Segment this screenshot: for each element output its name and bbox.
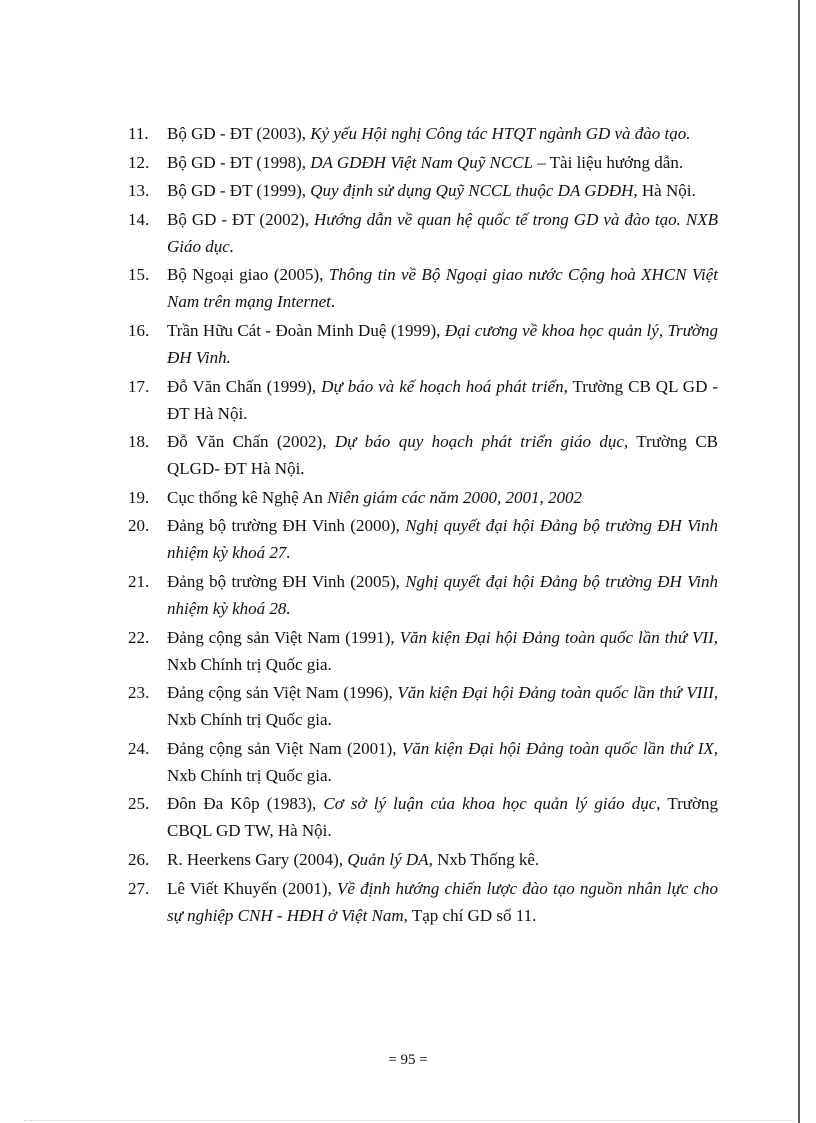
reference-item: [128, 120, 718, 147]
reference-number: 13.: [128, 181, 150, 201]
reference-item: [128, 790, 718, 844]
page-edge-divider: [24, 1120, 794, 1121]
reference-number: 27.: [128, 878, 150, 898]
reference-text: Bộ GD - ĐT (2002), Hướng dẫn về quan hệ quốc tế trong GD và đào tạo. NXB Giáo dục.: [167, 209, 718, 256]
reference-number: 14.: [128, 209, 150, 229]
reference-text: Đảng cộng sản Việt Nam (1991), Văn kiện Đại hội Đảng toàn quốc lần thứ VII, Nxb Chính trị Quốc gia.: [167, 627, 718, 674]
reference-number: 22.: [128, 627, 150, 647]
reference-number: 16.: [128, 320, 150, 340]
page-number: = 95 =: [388, 1052, 428, 1068]
reference-text: Đỗ Văn Chấn (1999), Dự báo và kế hoạch hoá phát triển, Trường CB QL GD - ĐT Hà Nội.: [167, 376, 719, 423]
reference-number: 26.: [128, 849, 150, 869]
reference-text: Trần Hữu Cát - Đoàn Minh Duệ (1999), Đại cương về khoa học quản lý, Trường ĐH Vinh.: [167, 320, 718, 367]
reference-item: [128, 735, 718, 789]
reference-text: Đảng bộ trường ĐH Vinh (2000), Nghị quyết đại hội Đảng bộ trường ĐH Vinh nhiệm kỳ khoá 27.: [167, 516, 718, 563]
reference-number: 23.: [128, 683, 150, 703]
reference-number: 19.: [128, 487, 150, 507]
reference-number: 20.: [128, 516, 150, 536]
reference-item: [128, 568, 718, 622]
reference-item: [128, 261, 718, 315]
reference-number: 25.: [128, 794, 150, 814]
reference-item: [128, 875, 718, 929]
reference-item: [128, 206, 718, 260]
reference-item: [128, 177, 718, 204]
reference-list: [128, 120, 718, 930]
reference-text: Bộ Ngoại giao (2005), Thông tin về Bộ Ngoại giao nước Cộng hoà XHCN Việt Nam trên mạng Internet.: [167, 265, 718, 312]
reference-number: 24.: [128, 738, 150, 758]
reference-text: Đỗ Văn Chấn (2002), Dự báo quy hoạch phát triển giáo dục, Trường CB QLGD- ĐT Hà Nội.: [167, 432, 718, 479]
reference-item: [128, 846, 718, 873]
reference-item: [128, 373, 718, 427]
reference-text: Bộ GD - ĐT (1999), Quy định sử dụng Quỹ NCCL thuộc DA GDĐH, Hà Nội.: [167, 181, 696, 201]
reference-text: Đảng bộ trường ĐH Vinh (2005), Nghị quyết đại hội Đảng bộ trường ĐH Vinh nhiệm kỳ khoá 28.: [167, 571, 718, 618]
reference-text: Đảng cộng sản Việt Nam (2001), Văn kiện Đại hội Đảng toàn quốc lần thứ IX, Nxb Chính trị Quốc gia.: [167, 738, 718, 785]
reference-number: 17.: [128, 376, 150, 396]
reference-item: [128, 317, 718, 371]
reference-item: [128, 484, 718, 511]
reference-text: R. Heerkens Gary (2004), Quản lý DA, Nxb Thống kê.: [167, 849, 540, 869]
reference-number: 18.: [128, 432, 150, 452]
reference-item: [128, 624, 718, 678]
reference-number: 21.: [128, 571, 150, 591]
reference-item: [128, 512, 718, 566]
reference-item: [128, 428, 718, 482]
reference-item: [128, 679, 718, 733]
reference-text: Đôn Đa Kôp (1983), Cơ sở lý luận của khoa học quản lý giáo dục, Trường CBQL GD TW, Hà Nội.: [167, 794, 719, 841]
reference-item: [128, 149, 718, 176]
reference-number: 15.: [128, 265, 150, 285]
reference-text: Bộ GD - ĐT (1998), DA GDĐH Việt Nam Quỹ NCCL – Tài liệu hướng dẫn.: [167, 152, 684, 172]
reference-text: Đảng cộng sản Việt Nam (1996), Văn kiện Đại hội Đảng toàn quốc lần thứ VIII, Nxb Chính trị Quốc gia.: [167, 683, 718, 730]
reference-number: 11.: [128, 124, 149, 143]
reference-number: 12.: [128, 152, 150, 172]
reference-text: Cục thống kê Nghệ An Niên giám các năm 2000, 2001, 2002: [167, 487, 583, 507]
reference-text: Bộ GD - ĐT (2003), Kỷ yếu Hội nghị Công tác HTQT ngành GD và đào tạo.: [167, 124, 691, 143]
reference-text: Lê Viết Khuyến (2001), Về định hướng chiến lược đào tạo nguồn nhân lực cho sự nghiệp CNH - HĐH ở Việt Nam, Tạp chí GD số 11.: [167, 878, 719, 925]
